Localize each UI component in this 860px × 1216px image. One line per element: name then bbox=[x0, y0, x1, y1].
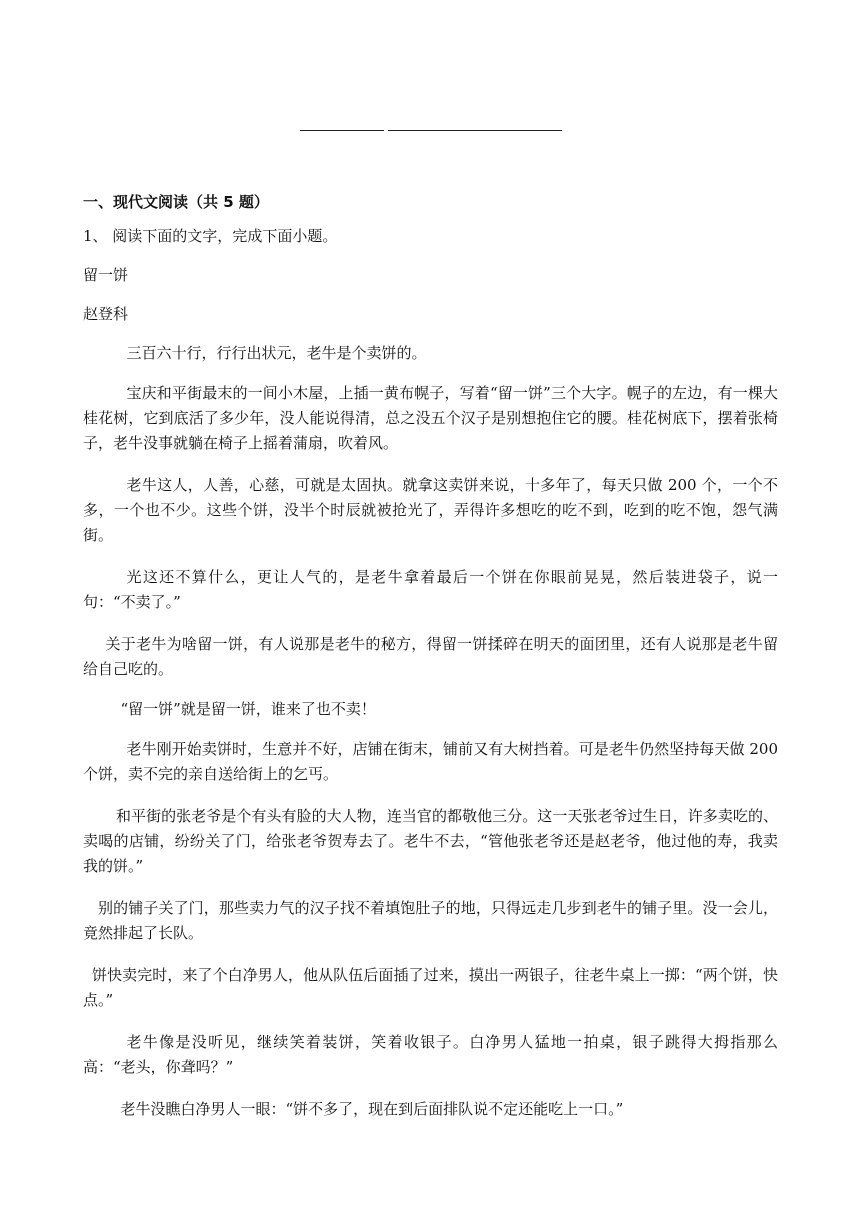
story-paragraph: 宝庆和平街最末的一间小木屋，上插一黄布幌子，写着“留一饼”三个大字。幌子的左边，有一棵大桂花树，它到底活了多少年，没人能说得清，总之没五个汉子是别想抱住它的腰。桂花树底下，摆着张椅子，老牛没事就躺在椅子上摇着蒲扇，吹着风。 bbox=[83, 384, 778, 452]
story-paragraph: 老牛这人，人善，心慈，可就是太固执。就拿这卖饼来说，十多年了，每天只做 200 个，一个不多，一个也不少。这些个饼，没半个时辰就被抢光了，弄得许多想吃的吃不到，吃到的吃不饱，怨气满街。 bbox=[83, 476, 778, 544]
section-title: 一、现代文阅读（共 5 题） bbox=[83, 193, 269, 211]
story-paragraph: 老牛像是没听见，继续笑着装饼，笑着收银子。白净男人猛地一拍桌，银子跳得大拇指那么高：“老头，你聋吗？” bbox=[83, 1033, 778, 1076]
story-paragraph: 关于老牛为啥留一饼，有人说那是老牛的秘方，得留一饼揉碎在明天的面团里，还有人说那是老牛留给自己吃的。 bbox=[83, 635, 778, 678]
story-paragraph: 别的铺子关了门，那些卖力气的汉子找不着填饱肚子的地，只得远走几步到老牛的铺子里。没一会儿，竟然排起了长队。 bbox=[83, 899, 778, 942]
story-title: 留一饼 bbox=[83, 266, 129, 284]
story-paragraph: 光这还不算什么，更让人气的，是老牛拿着最后一个饼在你眼前晃晃，然后装进袋子，说一句：“不卖了。” bbox=[83, 568, 778, 611]
story-paragraph: “留一饼”就是留一饼，谁来了也不卖！ bbox=[120, 700, 376, 718]
header-blank-line-2 bbox=[388, 130, 562, 131]
story-paragraph: 老牛没瞧白净男人一眼：“饼不多了，现在到后面排队说不定还能吃上一口。” bbox=[120, 1100, 624, 1118]
header-blank-line-1 bbox=[300, 130, 384, 131]
header-blank-lines bbox=[300, 118, 562, 132]
story-author: 赵登科 bbox=[83, 305, 129, 323]
document-body bbox=[83, 190, 778, 1137]
question-prompt: 1、 阅读下面的文字，完成下面小题。 bbox=[83, 227, 338, 245]
story-paragraph: 和平街的张老爷是个有头有脸的大人物，连当官的都敬他三分。这一天张老爷过生日，许多卖吃的、卖喝的店铺，纷纷关了门，给张老爷贺寿去了。老牛不去，“管他张老爷还是赵老爷，他过他的寿，我卖我的饼。” bbox=[83, 807, 778, 875]
story-paragraph: 饼快卖完时，来了个白净男人，他从队伍后面插了过来，摸出一两银子，往老牛桌上一掷：“两个饼，快点。” bbox=[83, 966, 778, 1009]
story-paragraph: 三百六十行，行行出状元，老牛是个卖饼的。 bbox=[126, 344, 427, 362]
story-paragraph: 老牛刚开始卖饼时，生意并不好，店铺在街末，铺前又有大树挡着。可是老牛仍然坚持每天做 200 个饼，卖不完的亲自送给街上的乞丐。 bbox=[83, 740, 778, 783]
